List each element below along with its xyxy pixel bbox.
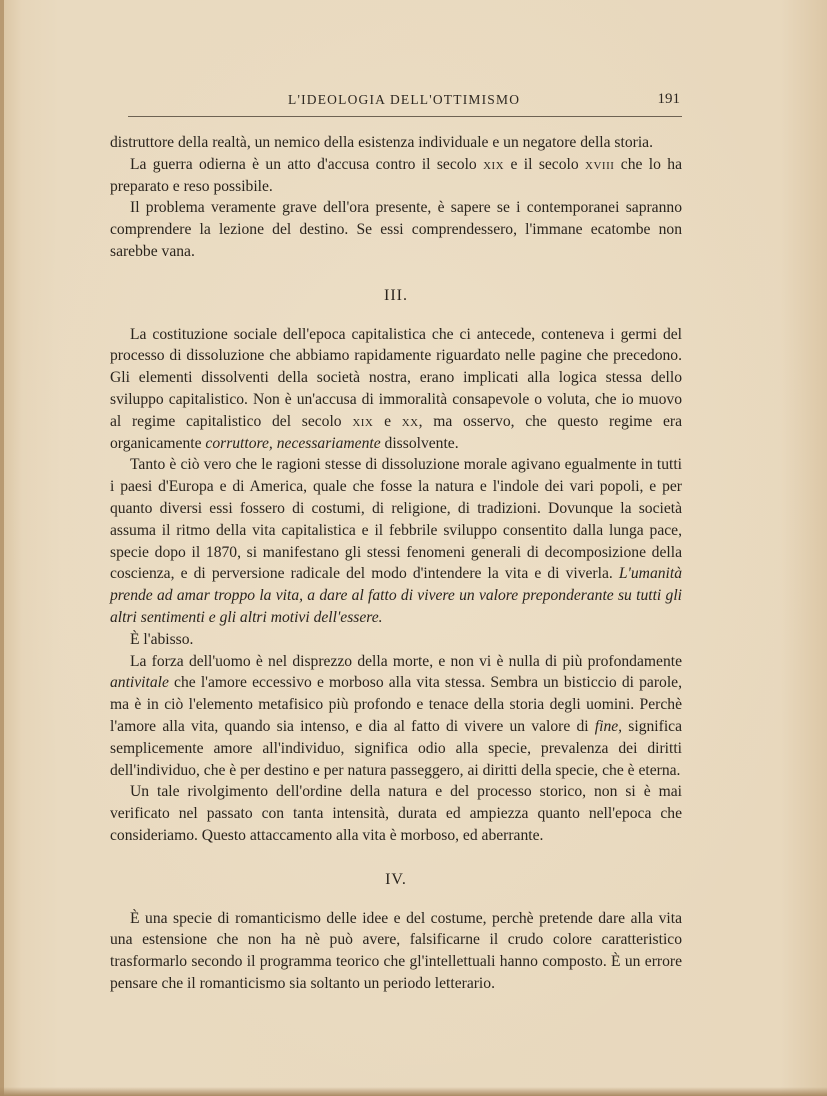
paragraph-4 <box>110 324 682 455</box>
page-bottom-edge <box>0 1087 827 1096</box>
page-left-edge <box>0 0 4 1096</box>
paragraph-7-text-b: che l'amore eccessivo e morboso alla vita stessa. Sembra un bisticcio di parole, ma è in ciò l'elemento metafisico più profondo e tenace della storia degli uomini. Perchè l'amore alla vita, quando sia intenso, e dia al fatto di vivere un valore di <box>110 674 682 735</box>
page-number: 191 <box>657 91 680 107</box>
paragraph-2-text-b: e il secolo <box>504 155 586 173</box>
paragraph-7 <box>110 651 682 782</box>
paragraph-7-text-a: La forza dell'uomo è nel disprezzo della morte, e non vi è nulla di più profondamente <box>130 652 682 670</box>
century-numeral: xix <box>483 155 505 173</box>
header-rule <box>128 116 682 117</box>
paragraph-5 <box>110 454 682 628</box>
paragraph-1: distruttore della realtà, un nemico della esistenza individuale e un negatore della storia. <box>110 134 653 151</box>
paragraph-2 <box>110 154 682 198</box>
paragraph-2-text-c: che lo ha preparato e reso possibile. <box>110 155 683 195</box>
paragraph-3: Il problema veramente grave dell'ora presente, è sapere se i contemporanei sapranno comprendere la lezione del destino. Se essi comprendessero, l'immane ecatombe non sarebbe vana. <box>110 199 682 260</box>
paragraph-2-text-a: La guerra odierna è un atto d'accusa contro il secolo <box>130 155 484 173</box>
running-head <box>128 92 680 112</box>
paragraph-8: Un tale rivolgimento dell'ordine della natura e del processo storico, non si è mai verificato nel passato con tanta intensità, durata ed ampiezza quanto nell'epoca che consideriamo. Questo attaccamento alla vita è morboso, ed aberrante. <box>110 783 682 844</box>
paragraph-4-text-a: La costituzione sociale dell'epoca capitalistica che ci antecede, conteneva i germi del processo di dissoluzione che abbiamo rapidamente riguardato nelle pagine che precedono. Gli elementi dissolventi della società nostra, erano implicati alla logica stessa dello sviluppo capitalistico. Non è un'accusa di immoralità consapevole o voluta, che io muovo al regime capitalistico del secolo <box>110 325 682 430</box>
century-numeral: xx <box>401 412 419 430</box>
italic-phrase: corruttore, necessariamente <box>205 434 381 452</box>
running-title: L'IDEOLOGIA DELL'OTTIMISMO <box>288 92 521 107</box>
italic-word: fine, <box>594 717 623 735</box>
italic-word: antivitale <box>110 674 169 692</box>
century-numeral: xviii <box>585 155 615 173</box>
century-numeral: xix <box>352 412 374 430</box>
italic-phrase: L'umanità prende ad amar troppo la vita, a dare al fatto di vivere un valore preponderante su tutti gli altri sentimenti e gli altri motivi dell'essere. <box>110 565 682 626</box>
paragraph-4-text-d: dissolvente. <box>380 434 459 452</box>
paragraph-7-text-c: significa semplicemente amore all'individuo, significa odio alla specie, prevalenza dei diritti dell'individuo, che è per destino e per natura passeggero, ai diritti della specie, che è eterna. <box>110 717 682 779</box>
body-text <box>110 132 682 995</box>
paragraph-6: È l'abisso. <box>130 630 194 648</box>
paragraph-4-text-c: , ma osservo, che questo regime era organicamente <box>110 412 683 452</box>
paragraph-5-text-a: Tanto è ciò vero che le ragioni stesse di dissoluzione morale agivano egualmente in tutti i paesi d'Europa e di America, quale che fosse la natura e l'indole dei vari popoli, e per quanto diversi essi fossero di costumi, di religione, di tradizioni. Dovunque la società assuma il ritmo della vita capitalistica e il febbrile sviluppo consentito dalla lunga pace, specie dopo il 1870, si manifestano gli stessi fenomeni generali di decomposizione della coscienza, e di perversione radicale del modo d'intendere la vita e di viverla. <box>110 456 682 583</box>
paragraph-9: È una specie di romanticismo delle idee e del costume, perchè pretende dare alla vita una estensione che non ha nè può avere, falsificarne il crudo colore caratteristico trasformarlo secondo il programma teorico che gl'intellettuali hanno composto. È un errore pensare che il romanticismo sia soltanto un periodo letterario. <box>110 909 682 992</box>
section-heading-iii: III. <box>384 286 408 304</box>
section-heading-iv: IV. <box>385 870 407 888</box>
paragraph-4-text-b: e <box>373 412 402 430</box>
